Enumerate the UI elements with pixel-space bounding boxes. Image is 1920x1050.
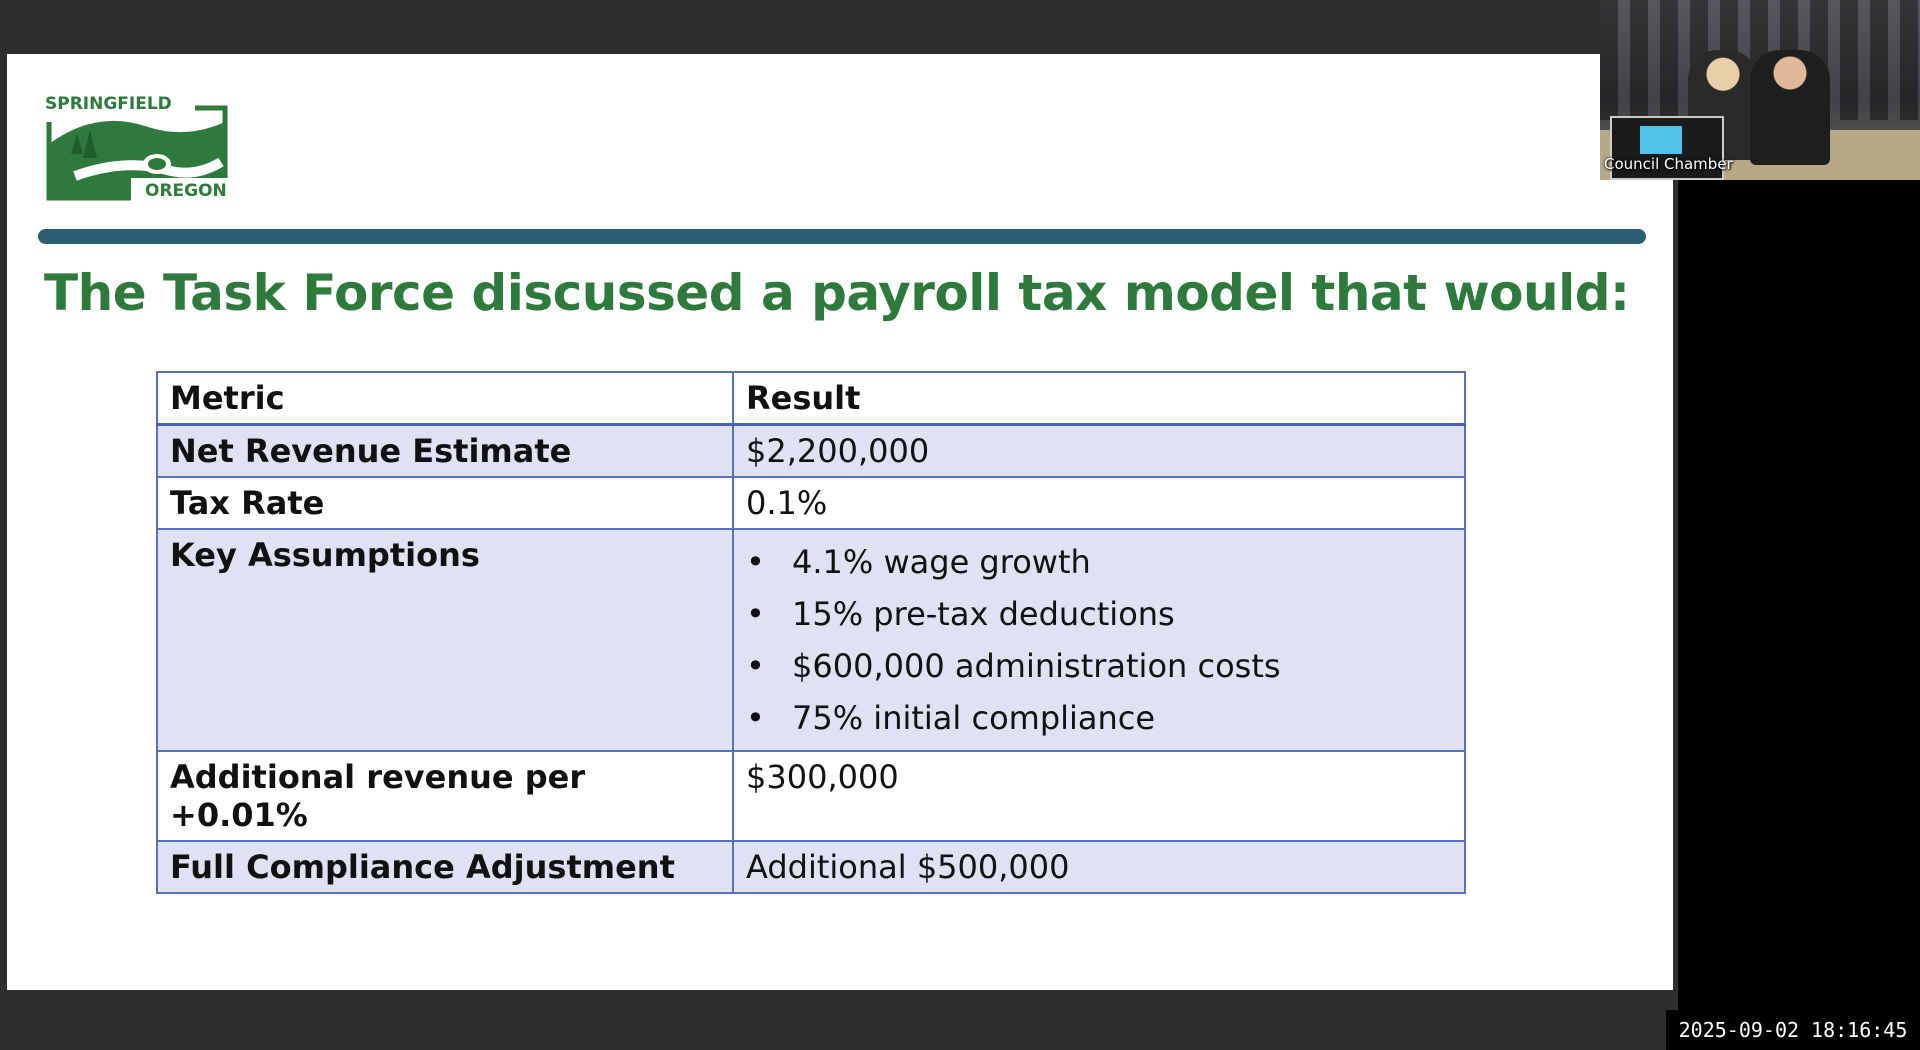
video-timestamp: 2025-09-02 18:16:45 xyxy=(1666,1010,1920,1050)
result-cell: $2,200,000 xyxy=(733,425,1465,478)
result-cell: $300,000 xyxy=(733,751,1465,841)
table-row xyxy=(157,751,1465,841)
table-row xyxy=(157,425,1465,478)
metric-cell: Key Assumptions xyxy=(157,529,733,751)
result-cell xyxy=(733,529,1465,751)
list-item: • 75% initial compliance xyxy=(746,692,1452,744)
metric-cell: Net Revenue Estimate xyxy=(157,425,733,478)
payroll-tax-metrics-table xyxy=(156,371,1466,894)
presenter-figure xyxy=(1750,50,1830,165)
camera-feed-thumbnail xyxy=(1600,0,1920,180)
table-row xyxy=(157,477,1465,529)
table-row xyxy=(157,841,1465,893)
slide-title: The Task Force discussed a payroll tax model that would: xyxy=(44,264,1630,322)
logo-top-text: SPRINGFIELD xyxy=(45,94,172,114)
list-item: • 4.1% wage growth xyxy=(746,536,1452,588)
list-item: • $600,000 administration costs xyxy=(746,640,1452,692)
letterbox-panel xyxy=(1678,180,1920,1050)
result-cell: 0.1% xyxy=(733,477,1465,529)
assumptions-list xyxy=(746,536,1452,744)
header-metric: Metric xyxy=(157,372,733,425)
list-item: • 15% pre-tax deductions xyxy=(746,588,1452,640)
presentation-slide xyxy=(7,54,1673,990)
metric-cell: Additional revenue per +0.01% xyxy=(157,751,733,841)
metric-cell: Tax Rate xyxy=(157,477,733,529)
logo-bottom-text: OREGON xyxy=(145,181,227,201)
logo-graphic xyxy=(45,92,230,204)
springfield-oregon-logo xyxy=(45,92,230,204)
title-divider-bar xyxy=(38,229,1646,244)
metric-cell: Full Compliance Adjustment xyxy=(157,841,733,893)
camera-label: Council Chamber xyxy=(1604,155,1733,173)
header-result: Result xyxy=(733,372,1465,425)
table-row xyxy=(157,529,1465,751)
table-header-row xyxy=(157,372,1465,425)
result-cell: Additional $500,000 xyxy=(733,841,1465,893)
monitor-screen xyxy=(1640,126,1682,154)
